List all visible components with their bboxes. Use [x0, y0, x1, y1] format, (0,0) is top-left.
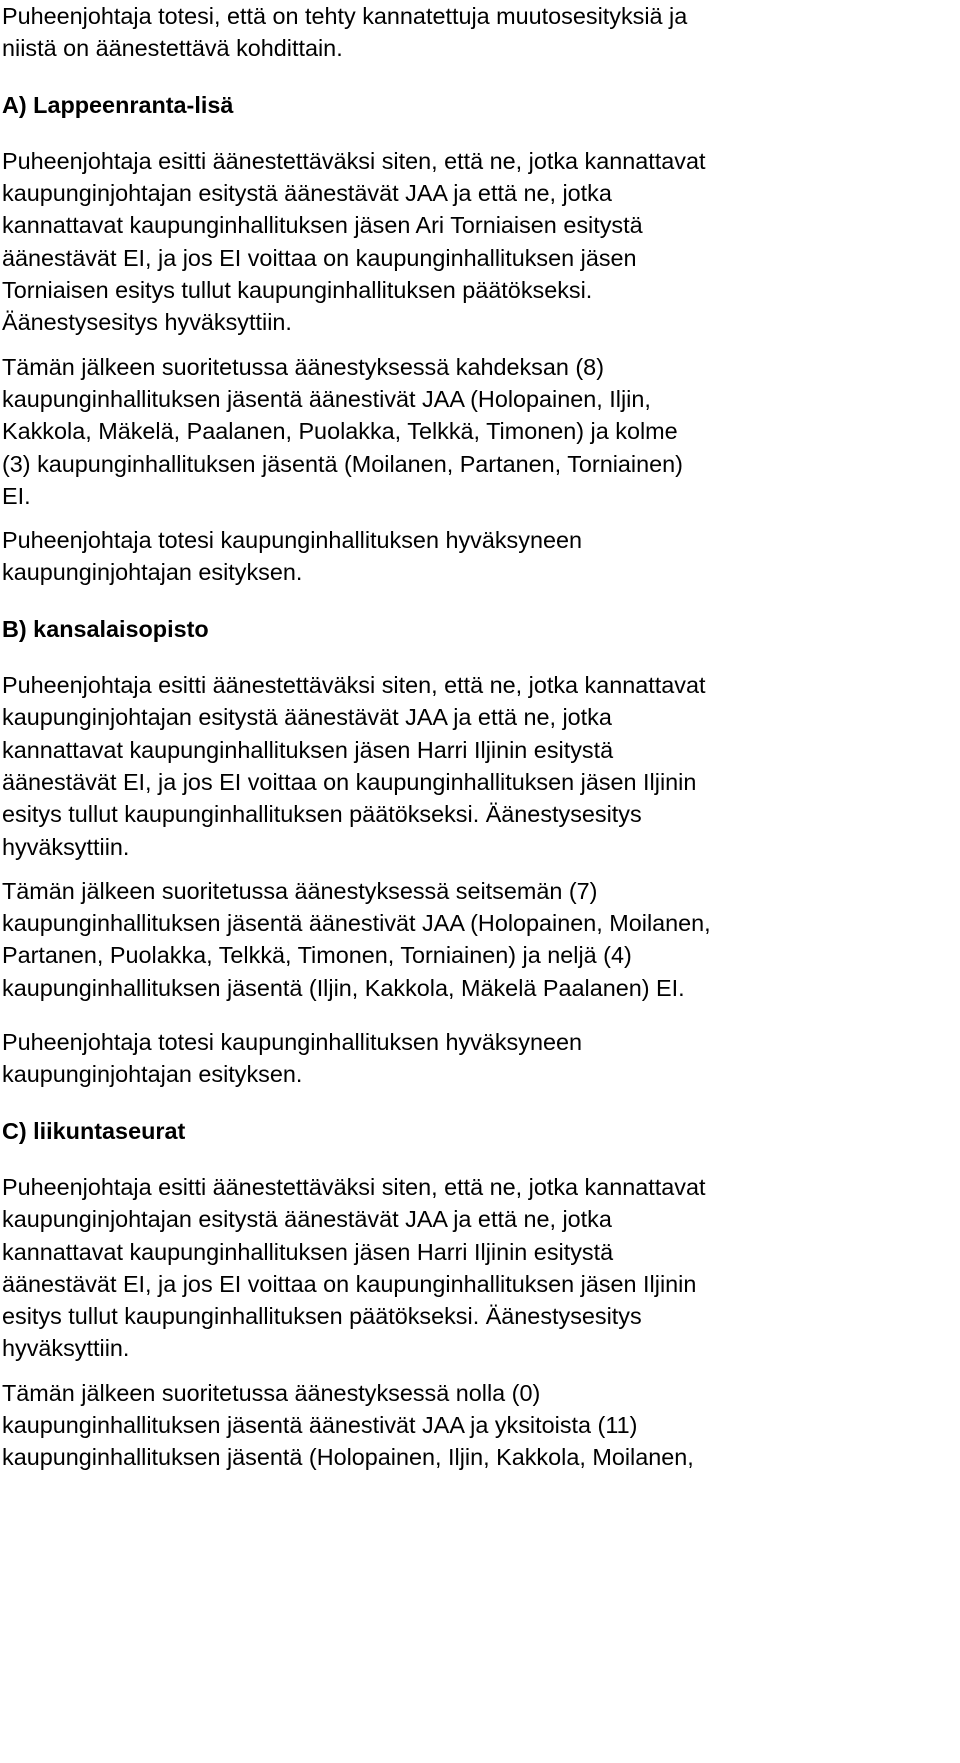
text-line: kannattavat kaupunginhallituksen jäsen Harri Iljinin esitystä	[2, 1238, 614, 1265]
intro-paragraph	[2, 0, 958, 65]
text-line: Puheenjohtaja esitti äänestettäväksi siten, että ne, jotka kannattavat	[2, 672, 706, 699]
text-line: Puheenjohtaja esitti äänestettäväksi siten, että ne, jotka kannattavat	[2, 147, 706, 174]
text-line: kaupunginhallituksen jäsentä äänestivät JAA (Holopainen, Iljin,	[2, 385, 651, 412]
text-line: Tämän jälkeen suoritetussa äänestyksessä seitsemän (7)	[2, 877, 598, 904]
text-line: Kakkola, Mäkelä, Paalanen, Puolakka, Telkkä, Timonen) ja kolme	[2, 418, 678, 445]
section-b-proposal	[2, 669, 958, 863]
section-a-proposal	[2, 145, 958, 339]
text-line: kannattavat kaupunginhallituksen jäsen Ari Torniaisen esitystä	[2, 212, 643, 239]
text-line: hyväksyttiin.	[2, 1335, 130, 1362]
text-line: kaupunginhallituksen jäsentä äänestivät JAA (Holopainen, Moilanen,	[2, 910, 711, 937]
text-line: Tämän jälkeen suoritetussa äänestyksessä nolla (0)	[2, 1379, 541, 1406]
text-line: (3) kaupunginhallituksen jäsentä (Moilanen, Partanen, Torniainen)	[2, 450, 683, 477]
text-line: Puheenjohtaja totesi, että on tehty kannatettuja muutosesityksiä ja	[2, 3, 688, 29]
section-b-heading: B) kansalaisopisto	[2, 615, 209, 642]
text-line: niistä on äänestettävä kohdittain.	[2, 35, 343, 62]
text-line: äänestävät EI, ja jos EI voittaa on kaupunginhallituksen jäsen	[2, 244, 637, 271]
text-line: esitys tullut kaupunginhallituksen päätökseksi. Äänestysesitys	[2, 801, 642, 828]
text-line: kannattavat kaupunginhallituksen jäsen Harri Iljinin esitystä	[2, 736, 614, 763]
text-line: Partanen, Puolakka, Telkkä, Timonen, Torniainen) ja neljä (4)	[2, 942, 632, 969]
text-line: hyväksyttiin.	[2, 833, 130, 860]
text-line: EI.	[2, 482, 31, 509]
text-line: kaupunginjohtajan esitystä äänestävät JAA ja että ne, jotka	[2, 180, 612, 207]
section-a-heading: A) Lappeenranta-lisä	[2, 91, 234, 118]
text-line: kaupunginjohtajan esitystä äänestävät JAA ja että ne, jotka	[2, 704, 612, 731]
text-line: kaupunginjohtajan esitystä äänestävät JAA ja että ne, jotka	[2, 1206, 612, 1233]
section-b-result	[2, 1026, 958, 1091]
text-line: esitys tullut kaupunginhallituksen päätökseksi. Äänestysesitys	[2, 1303, 642, 1330]
text-line: Äänestysesitys hyväksyttiin.	[2, 309, 292, 336]
section-b-vote	[2, 875, 958, 1004]
section-c-vote	[2, 1377, 958, 1474]
section-a-result	[2, 524, 958, 589]
text-line: kaupunginjohtajan esityksen.	[2, 1061, 303, 1088]
text-line: kaupunginhallituksen jäsentä (Iljin, Kakkola, Mäkelä Paalanen) EI.	[2, 974, 685, 1001]
text-line: Torniaisen esitys tullut kaupunginhallituksen päätökseksi.	[2, 277, 593, 304]
section-c-proposal	[2, 1171, 958, 1365]
text-line: äänestävät EI, ja jos EI voittaa on kaupunginhallituksen jäsen Iljinin	[2, 1270, 697, 1297]
text-line: kaupunginhallituksen jäsentä äänestivät JAA ja yksitoista (11)	[2, 1411, 638, 1438]
text-line: kaupunginhallituksen jäsentä (Holopainen, Iljin, Kakkola, Moilanen,	[2, 1444, 694, 1471]
text-line: Puheenjohtaja totesi kaupunginhallituksen hyväksyneen	[2, 1029, 582, 1056]
text-line: Tämän jälkeen suoritetussa äänestyksessä kahdeksan (8)	[2, 353, 604, 380]
document-page	[2, 0, 958, 1474]
text-line: Puheenjohtaja totesi kaupunginhallituksen hyväksyneen	[2, 527, 582, 554]
text-line: kaupunginjohtajan esityksen.	[2, 559, 303, 586]
text-line: Puheenjohtaja esitti äänestettäväksi siten, että ne, jotka kannattavat	[2, 1173, 706, 1200]
section-c-heading: C) liikuntaseurat	[2, 1117, 186, 1144]
section-a-vote	[2, 351, 958, 512]
text-line: äänestävät EI, ja jos EI voittaa on kaupunginhallituksen jäsen Iljinin	[2, 768, 697, 795]
